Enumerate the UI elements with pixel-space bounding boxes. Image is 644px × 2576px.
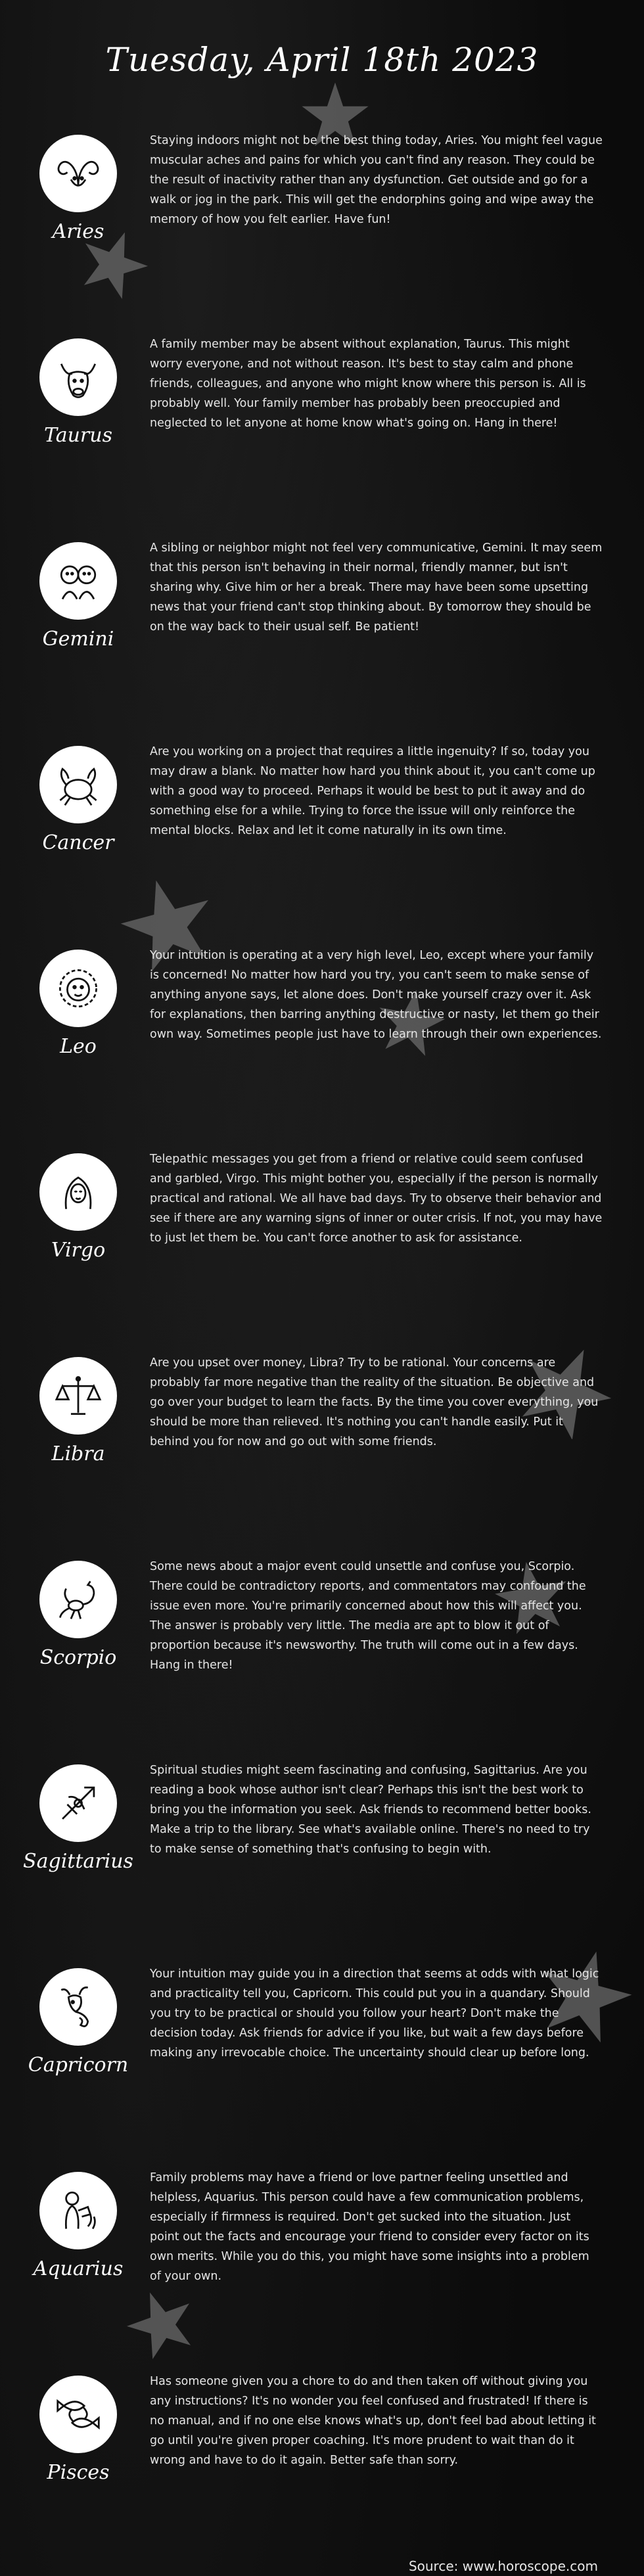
sign-name: Aquarius xyxy=(33,2257,124,2280)
page-title: Tuesday, April 18th 2023 xyxy=(105,41,539,79)
sign-aries xyxy=(0,135,644,332)
sign-taurus xyxy=(0,338,644,536)
scales-icon xyxy=(48,1366,108,1426)
scorpio-badge xyxy=(39,1561,117,1638)
horoscope-text: Your intuition may guide you in a direction that seems at odds with what logic and practicality tell you, Capricorn. This could put you in a quandary. Should you try to be practical or should you follow your heart? Don't make the decision today. Ask friends for advice if you like, but wait a few days before making any irrevocable choice. The uncertainty should clear up before long. xyxy=(150,1967,599,2059)
sign-scorpio xyxy=(0,1561,644,1758)
water-bearer-icon xyxy=(48,2180,108,2241)
twins-icon xyxy=(48,551,108,611)
lion-icon xyxy=(48,958,108,1019)
sign-cancer xyxy=(0,746,644,943)
bull-icon xyxy=(48,347,108,407)
scorpion-icon xyxy=(48,1569,108,1630)
goat-icon xyxy=(48,1977,108,2037)
libra-badge xyxy=(39,1357,117,1435)
archer-icon xyxy=(48,1773,108,1833)
horoscope-text: Are you upset over money, Libra? Try to be rational. Your concerns are probably far more negative than the reality of the situation. Be objective and go over your budget to learn the facts. By the time you cover everything, you should be more than relieved. It's nothing you can't handle easily. Put it behind you for now and go out with some friends. xyxy=(150,1356,599,1448)
sign-name: Aries xyxy=(52,220,104,243)
aquarius-badge xyxy=(39,2172,117,2249)
horoscope-text: Telepathic messages you get from a friend or relative could seem confused and garbled, Virgo. This might bother you, especially if the person is normally practical and rational. We all have bad days. Try to observe their behavior and see if there are any warning signs of inner or outer crisis. If not, you may have to just let them be. You can't force another to ask for assistance. xyxy=(150,1153,603,1245)
sagittarius-badge xyxy=(39,1764,117,1842)
gemini-badge xyxy=(39,542,117,620)
sign-name: Taurus xyxy=(44,424,112,447)
sign-name: Leo xyxy=(60,1035,97,1058)
virgo-badge xyxy=(39,1153,117,1231)
aries-badge xyxy=(39,135,117,212)
cancer-badge xyxy=(39,746,117,823)
sign-name: Pisces xyxy=(47,2461,110,2484)
source-credit: Source: www.horoscope.com xyxy=(408,2558,598,2574)
sign-name: Gemini xyxy=(42,628,114,651)
horoscope-text: Some news about a major event could unsettle and confuse you, Scorpio. There could be contradictory reports, and commentators may confound the issue even more. You're primarily concerned about how this will affect you. The answer is probably very little. The media are apt to blow it out of proportion because it's newsworthy. The truth will come out in a few days. Hang in there! xyxy=(150,1560,586,1672)
horoscope-text: A sibling or neighbor might not feel very communicative, Gemini. It may seem that this person isn't behaving in their normal, friendly manner, but isn't sharing why. Give him or her a break. There may have been some upsetting news that your friend can't stop thinking about. By tomorrow they should be on the way back to their usual self. Be patient! xyxy=(150,541,603,633)
sign-pisces xyxy=(0,2376,644,2573)
sign-virgo xyxy=(0,1153,644,1350)
capricorn-badge xyxy=(39,1968,117,2046)
sign-name: Capricorn xyxy=(28,2054,129,2077)
pisces-badge xyxy=(39,2376,117,2453)
sign-name: Scorpio xyxy=(39,1646,117,1669)
ram-icon xyxy=(48,143,108,204)
sign-name: Libra xyxy=(51,1442,105,1465)
horoscope-text: Family problems may have a friend or love partner feeling unsettled and helpless, Aquarius. This person could have a few communication problems, especially if firmness is required. Don't get sucked into the situation. Just point out the facts and encourage your friend to consider every factor on its own merits. While you do this, you might have some insights into a problem of your own. xyxy=(150,2171,589,2283)
taurus-badge xyxy=(39,338,117,416)
horoscope-text: Spiritual studies might seem fascinating and confusing, Sagittarius. Are you reading a book whose author isn't clear? Perhaps this isn't the best work to bring you the information you seek. Ask friends to recommend better books. Make a trip to the library. See what's available online. There's no need to try to make sense of something that's confusing to begin with. xyxy=(150,1764,591,1856)
leo-badge xyxy=(39,950,117,1027)
horoscope-text: A family member may be absent without explanation, Taurus. This might worry everyone, and not without reason. It's best to stay calm and phone friends, colleagues, and anyone who might know where this person is. All is probably well. Your family member has probably been preoccupied and neglected to let anyone at home know what's going on. Hang in there! xyxy=(150,338,586,430)
sign-aquarius xyxy=(0,2172,644,2369)
sign-capricorn xyxy=(0,1968,644,2165)
horoscope-text: Are you working on a project that requires a little ingenuity? If so, today you may draw a blank. No matter how hard you think about it, you can't come up with a good way to proceed. Perhaps it would be best to put it away and do something else for a while. Trying to force the issue will only reinforce the mental blocks. Relax and let it come naturally in its own time. xyxy=(150,745,595,837)
crab-icon xyxy=(48,754,108,815)
maiden-icon xyxy=(48,1162,108,1222)
sign-name: Sagittarius xyxy=(23,1850,133,1873)
horoscope-text: Has someone given you a chore to do and then taken off without giving you any instructions? It's no wonder you feel confused and frustrated! If there is no manual, and if no one else knows what's up, don't feel bad about letting it go until you're given proper coaching. It's more prudent to wait than do it wrong and have to do it again. Better safe than sorry. xyxy=(150,2375,596,2467)
fish-icon xyxy=(48,2384,108,2445)
horoscope-text: Staying indoors might not be the best thing today, Aries. You might feel vague muscular aches and pains for which you can't find any reason. They could be the result of inactivity rather than any dysfunction. Get outside and go for a walk or jog in the park. This will get the endorphins going and wipe away the memory of how you felt earlier. Have fun! xyxy=(150,134,603,226)
sign-sagittarius xyxy=(0,1764,644,1962)
sign-name: Cancer xyxy=(42,831,114,854)
sign-name: Virgo xyxy=(51,1239,106,1262)
sign-leo xyxy=(0,950,644,1147)
horoscope-text: Your intuition is operating at a very high level, Leo, except where your family is concerned! No matter how hard you try, you can't seem to make sense of anything anyone says, let alone does. Don't make yourself crazy over it. Ask for explanations, then barring anything destructive or nasty, let them go their own way. Sometimes people just have to learn through their own experiences. xyxy=(150,949,602,1041)
sign-libra xyxy=(0,1357,644,1554)
sign-gemini xyxy=(0,542,644,739)
